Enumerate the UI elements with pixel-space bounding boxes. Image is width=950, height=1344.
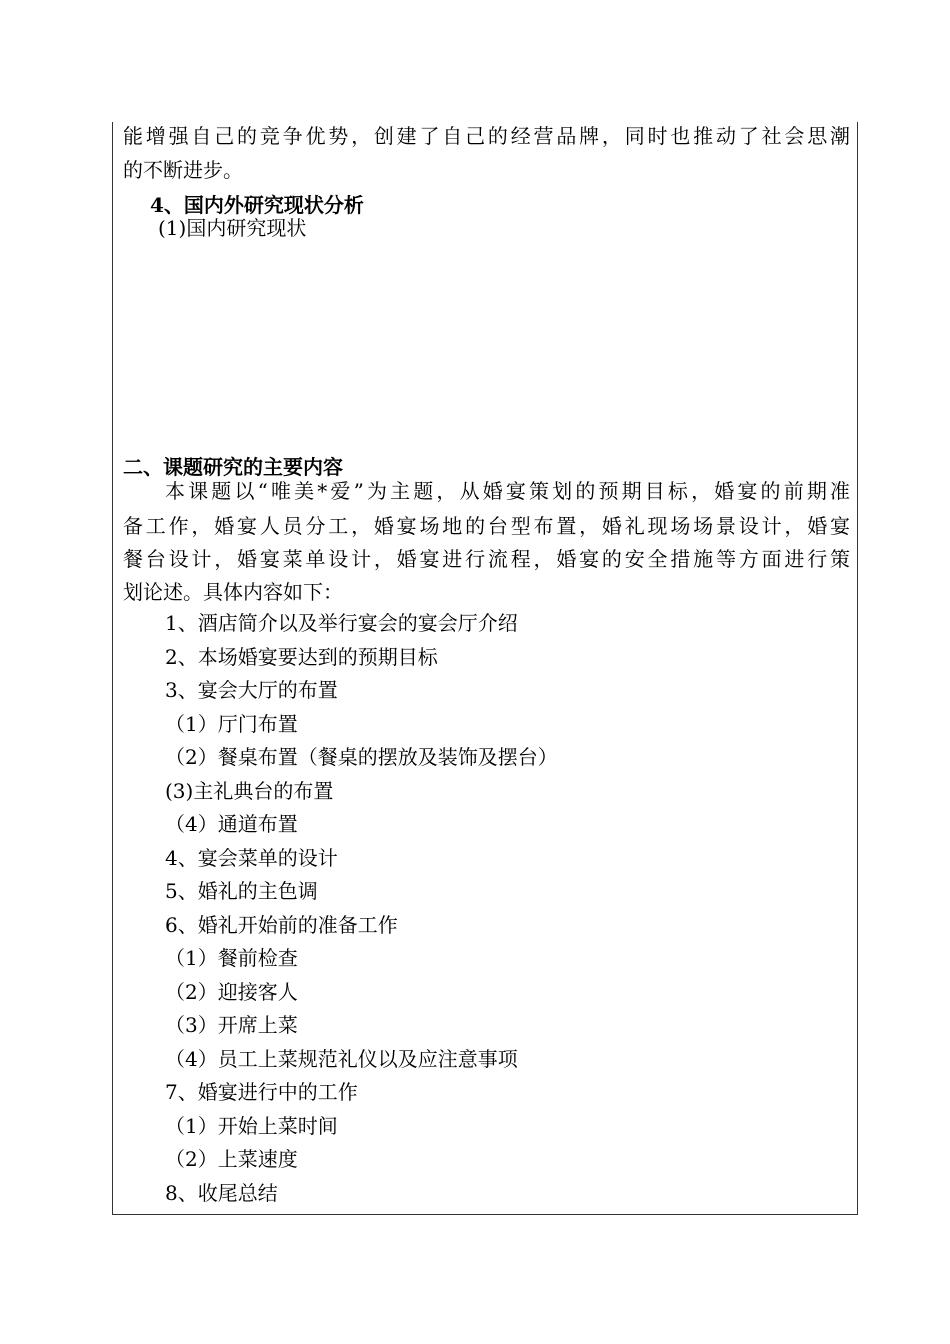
list-item: （4）员工上菜规范礼仪以及应注意事项	[165, 1047, 518, 1071]
list-item: 1、酒店简介以及举行宴会的宴会厅介绍	[165, 611, 518, 635]
section-2-heading: 二、课题研究的主要内容	[123, 455, 343, 479]
domestic-research-subheading: (1)国内研究现状	[158, 216, 307, 240]
list-item: 8、收尾总结	[165, 1181, 278, 1205]
list-item: 2、本场婚宴要达到的预期目标	[165, 645, 438, 669]
intro-line-2: 的不断进步。	[123, 158, 243, 182]
paragraph-line-4: 划论述。具体内容如下：	[123, 580, 343, 604]
list-item: （2）上菜速度	[165, 1147, 298, 1171]
list-item: （3）开席上菜	[165, 1013, 298, 1037]
list-item: 4、宴会菜单的设计	[165, 846, 338, 870]
list-item: 6、婚礼开始前的准备工作	[165, 913, 398, 937]
paragraph-line-2: 备工作，婚宴人员分工，婚宴场地的台型布置，婚礼现场场景设计，婚宴	[123, 514, 850, 538]
list-item: （1）餐前检查	[165, 946, 298, 970]
paragraph-line-1: 本课题以“唯美*爱”为主题，从婚宴策划的预期目标，婚宴的前期准	[165, 479, 850, 503]
intro-line-1: 能增强自己的竞争优势，创建了自己的经营品牌，同时也推动了社会思潮	[123, 124, 850, 148]
list-item: （2）餐桌布置（餐桌的摆放及装饰及摆台）	[165, 745, 558, 769]
list-item: （2）迎接客人	[165, 980, 298, 1004]
list-item: 7、婚宴进行中的工作	[165, 1080, 358, 1104]
list-item: （1）开始上菜时间	[165, 1114, 338, 1138]
list-item: （1）厅门布置	[165, 712, 298, 736]
list-item: （4）通道布置	[165, 812, 298, 836]
list-item: (3)主礼典台的布置	[165, 779, 334, 803]
list-item: 5、婚礼的主色调	[165, 879, 318, 903]
list-item: 3、宴会大厅的布置	[165, 678, 338, 702]
paragraph-line-3: 餐台设计，婚宴菜单设计，婚宴进行流程，婚宴的安全措施等方面进行策	[123, 547, 850, 571]
section-4-heading: 4、国内外研究现状分析	[150, 193, 364, 217]
